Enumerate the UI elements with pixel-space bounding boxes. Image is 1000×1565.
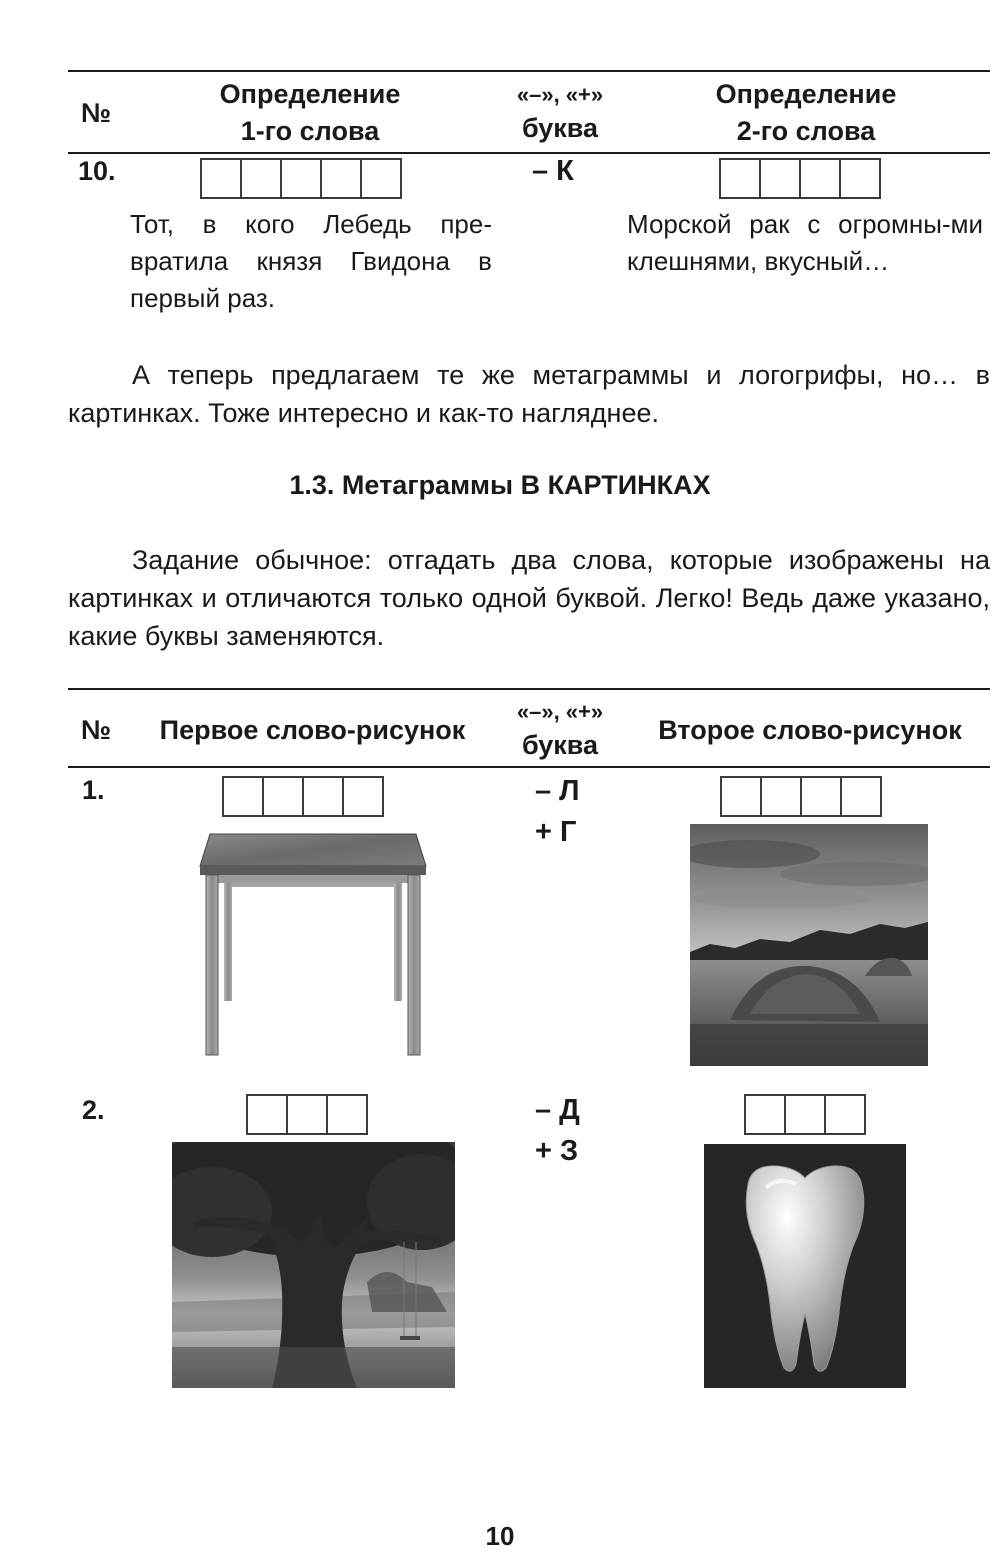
letter-box[interactable] <box>839 158 881 199</box>
answer-boxes-second[interactable] <box>744 1094 864 1135</box>
table1-header-op-line1: «–», «+» <box>516 82 604 107</box>
letter-box[interactable] <box>824 1094 866 1135</box>
table1-header-first <box>180 76 440 150</box>
letter-box[interactable] <box>800 776 842 817</box>
task-paragraph-text: Задание обычное: отгадать два слова, которые изображены на картинках и отличаются только одной буквой. Легко! Ведь даже указано, какие буквы заменяются. <box>68 545 990 651</box>
table1-header-first-line1: Определение <box>219 79 401 109</box>
oak-tree-picture <box>172 1142 455 1388</box>
answer-boxes-first[interactable] <box>222 776 382 817</box>
answer-boxes-second[interactable] <box>719 158 879 199</box>
section-title: 1.3. Метаграммы В КАРТИНКАХ <box>289 470 711 500</box>
table1-header-second-line1: Определение <box>715 79 897 109</box>
letter-box[interactable] <box>200 158 242 199</box>
table2-header-rule <box>68 766 990 768</box>
table2-header-op <box>490 697 630 764</box>
table1-header-op <box>490 80 630 147</box>
letter-box[interactable] <box>326 1094 368 1135</box>
table2-header-op-line1: «–», «+» <box>516 699 604 724</box>
intro-paragraph-text: А теперь предлагаем те же метаграммы и логогрифы, но… в картинках. Тоже интересно и как-то нагляднее. <box>68 360 990 428</box>
table1-top-rule <box>68 70 990 72</box>
tooth-picture <box>704 1144 906 1388</box>
table2-header-second: Второе слово-рисунок <box>658 715 962 745</box>
letter-change: – К <box>532 155 574 187</box>
first-word-definition: Тот, в кого Лебедь пре-вратила князя Гвидона в первый раз. <box>130 209 492 313</box>
oak-tree-illustration <box>172 1142 455 1388</box>
intro-paragraph <box>68 356 990 432</box>
answer-boxes-first[interactable] <box>200 158 400 199</box>
table-picture <box>198 828 428 1058</box>
table1-header-second-line2: 2-го слова <box>736 116 876 146</box>
letter-remove: – Л <box>535 775 580 807</box>
letter-box[interactable] <box>286 1094 328 1135</box>
letter-box[interactable] <box>799 158 841 199</box>
task-paragraph <box>68 541 990 655</box>
letter-add: + Г <box>535 816 577 848</box>
letter-box[interactable] <box>320 158 362 199</box>
page-number: 10 <box>485 1521 515 1551</box>
haystack-picture <box>690 824 928 1066</box>
answer-boxes-first[interactable] <box>246 1094 366 1135</box>
table1-header-rule <box>68 152 990 154</box>
answer-boxes-second[interactable] <box>720 776 880 817</box>
letter-box[interactable] <box>222 776 264 817</box>
letter-remove: – Д <box>535 1094 580 1126</box>
table1-header-first-line2: 1-го слова <box>240 116 380 146</box>
table2-row1-number: 1. <box>82 775 105 805</box>
letter-box[interactable] <box>360 158 402 199</box>
letter-box[interactable] <box>302 776 344 817</box>
table2-header-op-line2: буква <box>521 730 599 760</box>
table1-header-second <box>676 76 936 150</box>
table2-header-num: № <box>80 715 112 745</box>
table1-row-number: 10. <box>78 156 116 186</box>
table-illustration <box>198 828 428 1058</box>
table2-row2-number: 2. <box>82 1095 105 1125</box>
table1-header-num: № <box>80 98 112 128</box>
letter-box[interactable] <box>840 776 882 817</box>
table2-header-first: Первое слово-рисунок <box>159 715 466 745</box>
letter-box[interactable] <box>784 1094 826 1135</box>
letter-box[interactable] <box>759 158 801 199</box>
haystack-illustration <box>690 824 928 1066</box>
letter-box[interactable] <box>744 1094 786 1135</box>
letter-box[interactable] <box>720 776 762 817</box>
letter-box[interactable] <box>280 158 322 199</box>
second-word-definition: Морской рак с огромны-ми клешнями, вкусный… <box>627 209 983 276</box>
letter-box[interactable] <box>240 158 282 199</box>
table2-top-rule <box>68 688 990 690</box>
letter-box[interactable] <box>262 776 304 817</box>
tooth-illustration <box>704 1144 906 1388</box>
letter-box[interactable] <box>719 158 761 199</box>
table1-header-op-line2: буква <box>521 113 599 143</box>
letter-box[interactable] <box>760 776 802 817</box>
letter-add: + З <box>535 1135 579 1167</box>
letter-box[interactable] <box>246 1094 288 1135</box>
letter-box[interactable] <box>342 776 384 817</box>
